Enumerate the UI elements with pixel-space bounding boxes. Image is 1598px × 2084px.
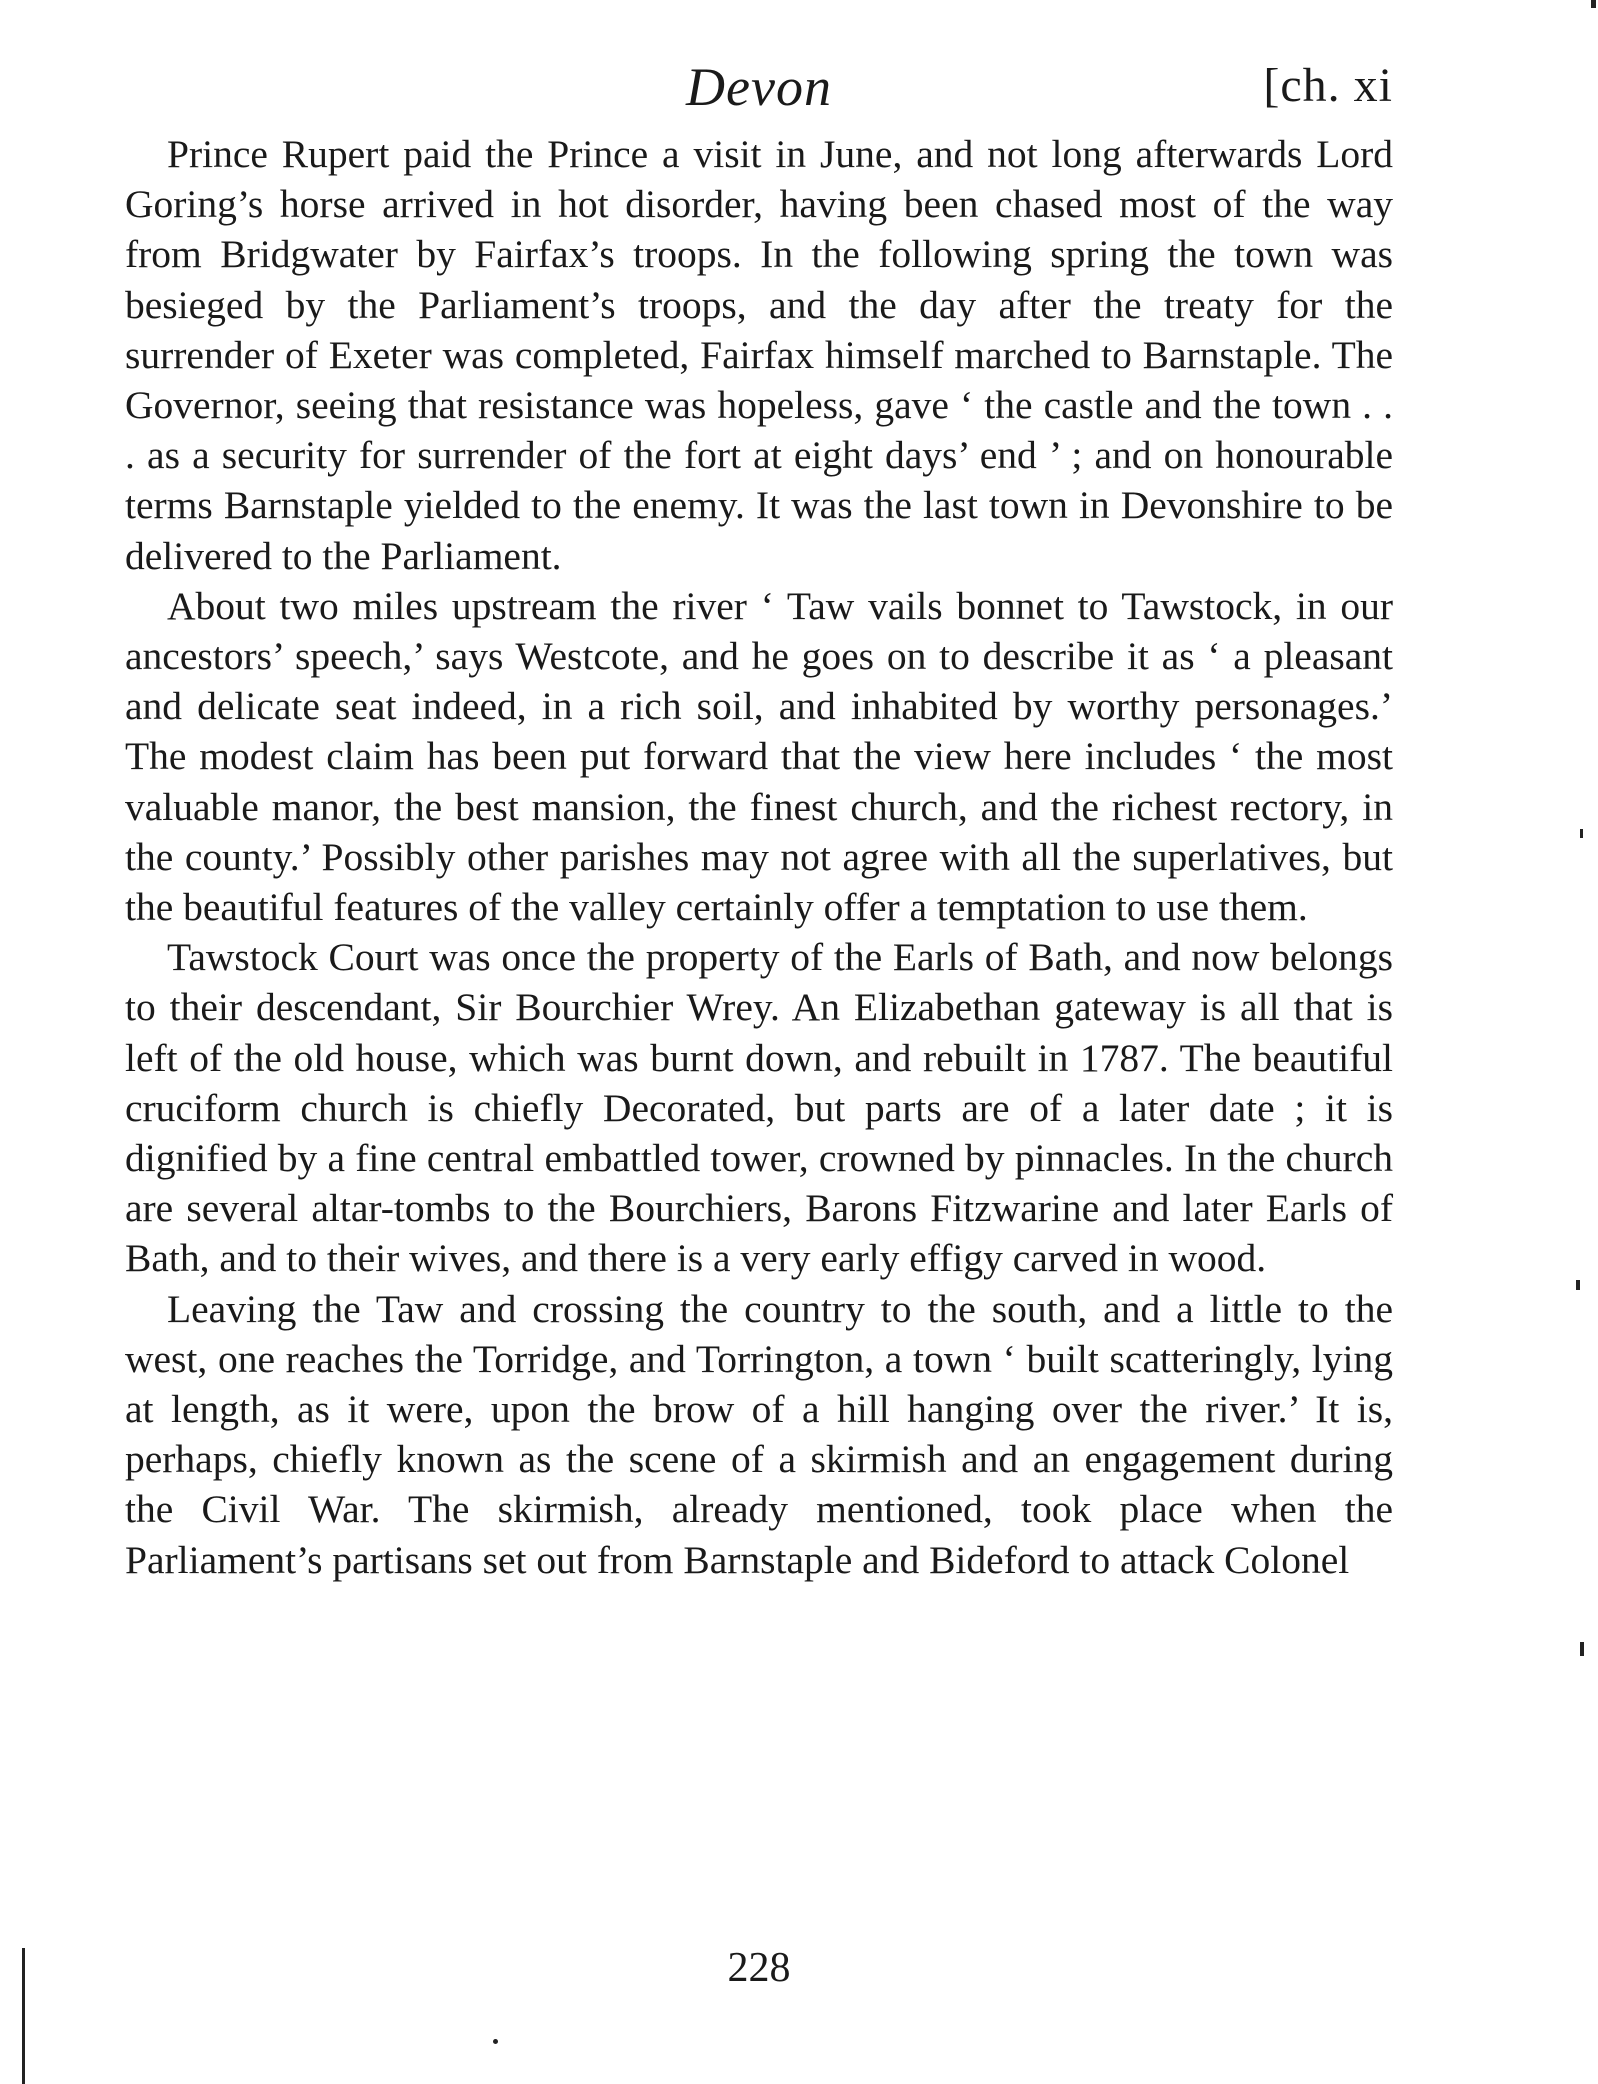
- paragraph: Prince Rupert paid the Prince a visit in June, and not long afterwards Lord Goring’s horse arrived in hot disorder, having been chased most of the way from Bridgwater by Fairfax’s troops. In the following spring the town was besieged by the Parliament’s troops, and the day after the treaty for the surrender of Exeter was completed, Fairfax himself marched to Barnstaple. The Governor, seeing that resistance was hopeless, gave ‘ the castle and the town . . . as a security for surrender of the fort at eight days’ end ’ ; and on honourable terms Barnstaple yielded to the enemy. It was the last town in Devonshire to be delivered to the Parliament.: [125, 132, 1393, 578]
- scan-edge-mark: [22, 1948, 25, 2084]
- paragraph: Leaving the Taw and crossing the country to the south, and a little to the west, one reaches the Torridge, and Torrington, a town ‘ built scatteringly, lying at length, as it were, upon the brow of a hill hanging over the river.’ It is, perhaps, chiefly known as the scene of a skirmish and an engagement during the Civil War. The skirmish, already mentioned, took place when the Parliament’s partisans set out from Barnstaple and Bideford to attack Colonel: [125, 1286, 1393, 1582]
- book-page: [125, 50, 1393, 2040]
- scan-speck: [1580, 829, 1583, 838]
- body-text: [125, 129, 1393, 1585]
- scan-speck: [1580, 1642, 1584, 1656]
- scan-speck: [493, 2039, 498, 2044]
- chapter-reference: [ch. xi: [1263, 59, 1393, 112]
- page-number: 228: [727, 1945, 791, 1991]
- paragraph: About two miles upstream the river ‘ Taw vails bonnet to Tawstock, in our ancestors’ speech,’ says Westcote, and he goes on to describe it as ‘ a pleasant and delicate seat indeed, in a rich soil, and inhabited by worthy personages.’ The modest claim has been put forward that the view here includes ‘ the most valuable manor, the best mansion, the finest church, and the richest rectory, in the county.’ Possibly other parishes may not agree with all the superlatives, but the beautiful features of the valley certainly offer a temptation to use them.: [125, 583, 1393, 930]
- scan-speck: [1576, 1280, 1580, 1290]
- scan-speck: [1591, 0, 1596, 8]
- paragraph: Tawstock Court was once the property of the Earls of Bath, and now belongs to their descendant, Sir Bourchier Wrey. An Elizabethan gateway is all that is left of the old house, which was burnt down, and rebuilt in 1787. The beautiful cruciform church is chiefly Decorated, but parts are of a later date ; it is dignified by a fine central embattled tower, crowned by pinnacles. In the church are several altar-tombs to the Bourchiers, Barons Fitzwarine and later Earls of Bath, and to their wives, and there is a very early effigy carved in wood.: [125, 935, 1393, 1281]
- page-header: [125, 50, 1393, 130]
- running-title: Devon: [686, 57, 832, 117]
